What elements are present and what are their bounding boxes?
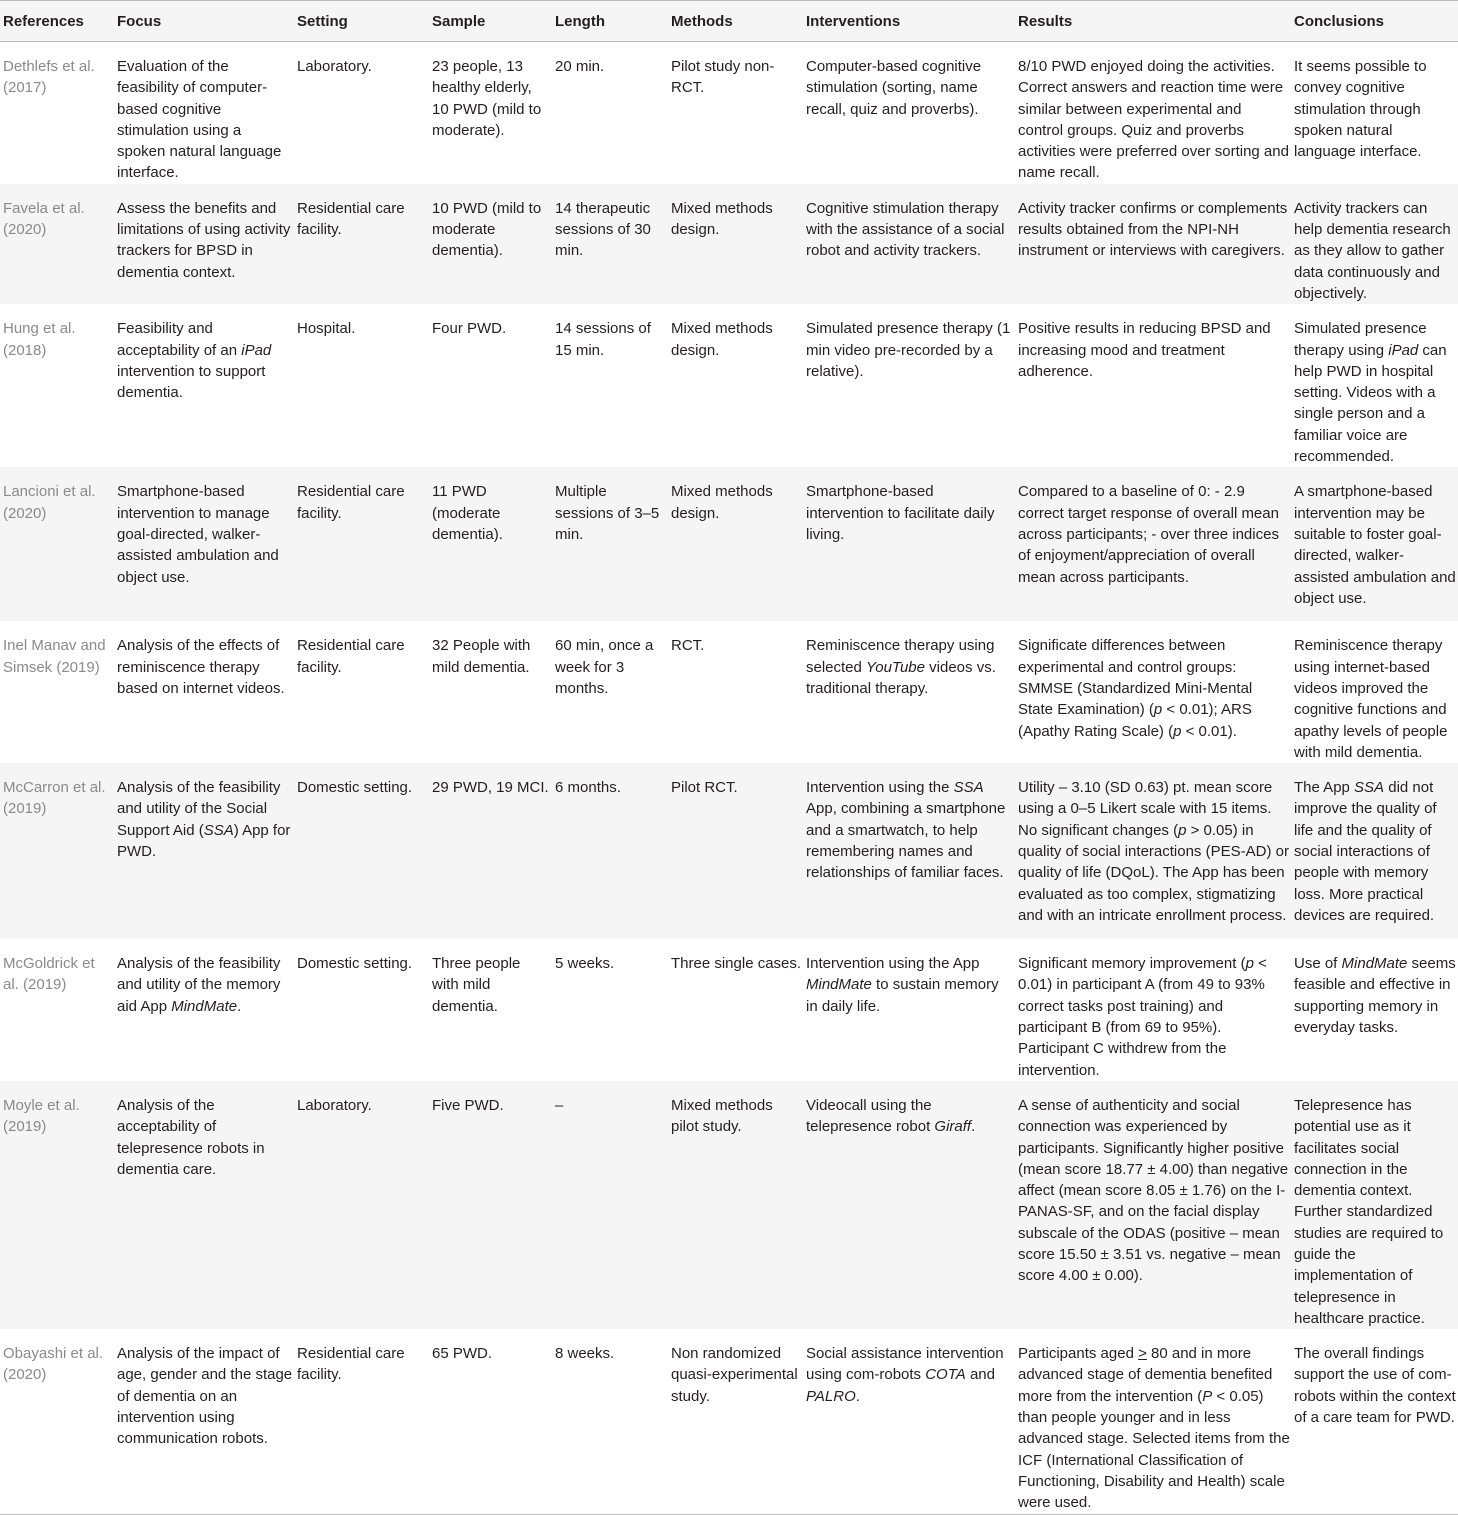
cell-results: 8/10 PWD enjoyed doing the activities. Correct answers and reaction time were similar between experimental and control groups. Quiz and proverbs activities were preferred over sorting and name recall. — [1018, 58, 1289, 182]
cell-setting: Residential care facility. — [295, 1329, 430, 1514]
cell-methods: Three single cases. — [671, 955, 802, 973]
app-name-ssa: SSA — [953, 779, 984, 797]
table-row — [0, 1329, 1458, 1514]
cell-interventions: Intervention using the SSA App, combining a smartphone and a smartwatch, to help remembering names and relationships of familiar faces. — [804, 763, 1016, 939]
robot-name-giraff: Giraff — [934, 1118, 972, 1136]
cell-sample: Four PWD. — [432, 320, 507, 338]
cell-conclusions: It seems possible to convey cognitive stimulation through spoken natural language interface. — [1294, 58, 1427, 161]
cell-sample: 23 people, 13 healthy elderly, 10 PWD (mild to moderate). — [432, 58, 542, 139]
cell-interventions: Simulated presence therapy (1 min video pre-recorded by a relative). — [806, 320, 1011, 380]
table-row — [0, 1081, 1458, 1329]
cell-setting: Residential care facility. — [297, 637, 405, 676]
cell-length: 6 months. — [553, 763, 669, 939]
cell-conclusions: The App SSA did not improve the quality of life and the quality of social interactions of people with memory loss. More practical devices are required. — [1292, 763, 1458, 939]
robot-name-cota: COTA — [925, 1366, 966, 1384]
cell-setting: Residential care facility. — [295, 467, 430, 621]
app-name-mindmate: MindMate — [1341, 955, 1408, 973]
cell-interventions: Smartphone-based intervention to facilitate daily living. — [804, 467, 1016, 621]
app-name-ipad: iPad — [1388, 341, 1419, 359]
app-name-mindmate: MindMate — [806, 976, 872, 994]
cell-reference[interactable]: Moyle et al. (2019) — [0, 1081, 115, 1329]
app-name-youtube: YouTube — [866, 658, 925, 676]
header-focus: Focus — [115, 1, 295, 42]
cell-reference[interactable]: Favela et al. (2020) — [0, 184, 115, 304]
cell-conclusions: Simulated presence therapy using iPad can help PWD in hospital setting. Videos with a single person and a familiar voice are recommended. — [1294, 320, 1447, 466]
cell-methods: Mixed methods design. — [669, 184, 804, 304]
table-row — [0, 184, 1458, 304]
cell-methods: Mixed methods design. — [669, 467, 804, 621]
app-name-mindmate: MindMate — [171, 997, 238, 1015]
table-row — [0, 304, 1458, 467]
cell-interventions: Computer-based cognitive stimulation (sorting, name recall, quiz and proverbs). — [806, 58, 982, 118]
cell-methods: Non randomized quasi-experimental study. — [669, 1329, 804, 1514]
header-methods: Methods — [669, 1, 804, 42]
table-row — [0, 42, 1458, 184]
cell-sample: 10 PWD (mild to moderate dementia). — [430, 184, 553, 304]
cell-methods: Mixed methods pilot study. — [669, 1081, 804, 1329]
cell-interventions: Intervention using the App MindMate to sustain memory in daily life. — [806, 955, 999, 1015]
cell-conclusions: A smartphone-based intervention may be suitable to foster goal-directed, walker-assisted ambulation and object use. — [1292, 467, 1458, 621]
header-results: Results — [1016, 1, 1292, 42]
cell-reference[interactable]: Inel Manav and Simsek (2019) — [3, 637, 106, 676]
cell-length: – — [553, 1081, 669, 1329]
cell-reference[interactable]: Hung et al. (2018) — [3, 320, 76, 359]
cell-methods: RCT. — [671, 637, 705, 655]
cell-focus: Analysis of the feasibility and utility of the memory aid App MindMate. — [117, 955, 281, 1015]
header-sample: Sample — [430, 1, 553, 42]
cell-results: Utility – 3.10 (SD 0.63) pt. mean score using a 0–5 Likert scale with 15 items. No significant changes (p > 0.05) in quality of social interactions (PES-AD) or quality of life (DQoL). The App has been evaluated as too complex, stigmatizing and with an intricate enrollment process. — [1016, 763, 1292, 939]
cell-reference[interactable]: Dethlefs et al. (2017) — [3, 58, 95, 97]
cell-reference[interactable]: McGoldrick et al. (2019) — [3, 955, 95, 994]
robot-name-palro: PALRO — [806, 1387, 856, 1405]
cell-sample: 32 People with mild dementia. — [432, 637, 531, 676]
header-setting: Setting — [295, 1, 430, 42]
cell-focus: Feasibility and acceptability of an iPad intervention to support dementia. — [117, 320, 272, 402]
cell-conclusions: Reminiscence therapy using internet-based videos improved the cognitive functions and apathy levels of people with mild dementia. — [1294, 637, 1448, 761]
cell-reference[interactable]: Obayashi et al. (2020) — [0, 1329, 115, 1514]
app-name-ssa: SSA — [203, 821, 234, 839]
cell-methods: Pilot study non-RCT. — [671, 58, 775, 97]
header-row — [0, 1, 1458, 42]
app-name-ipad: iPad — [241, 341, 272, 359]
cell-focus: Smartphone-based intervention to manage goal-directed, walker-assisted ambulation and object use. — [115, 467, 295, 621]
table-row — [0, 763, 1458, 939]
cell-length: 8 weeks. — [553, 1329, 669, 1514]
cell-reference[interactable]: McCarron et al. (2019) — [0, 763, 115, 939]
cell-sample: 29 PWD, 19 MCI. — [430, 763, 553, 939]
header-length: Length — [553, 1, 669, 42]
cell-length: Multiple sessions of 3–5 min. — [553, 467, 669, 621]
cell-focus: Evaluation of the feasibility of computer-based cognitive stimulation using a spoken natural language interface. — [117, 58, 282, 182]
cell-setting: Hospital. — [297, 320, 356, 338]
cell-sample: 65 PWD. — [430, 1329, 553, 1514]
table-row — [0, 621, 1458, 763]
cell-reference[interactable]: Lancioni et al. (2020) — [0, 467, 115, 621]
cell-results: Compared to a baseline of 0: - 2.9 correct target response of overall mean across participants; - over three indices of enjoyment/appreciation of overall mean across participants. — [1016, 467, 1292, 621]
cell-length: 14 sessions of 15 min. — [555, 320, 651, 359]
cell-length: 60 min, once a week for 3 months. — [555, 637, 654, 697]
cell-interventions: Reminiscence therapy using selected YouTube videos vs. traditional therapy. — [806, 637, 996, 697]
cell-setting: Domestic setting. — [297, 955, 413, 973]
cell-length: 14 therapeutic sessions of 30 min. — [553, 184, 669, 304]
cell-methods: Pilot RCT. — [669, 763, 804, 939]
table-row — [0, 467, 1458, 621]
cell-setting: Laboratory. — [295, 1081, 430, 1329]
cell-results: Participants aged > 80 and in more advanced stage of dementia benefited more from the intervention (P < 0.05) than people younger and in less advanced stage. Selected items from the ICF (International Classification of Functioning, Disability and Health) scale were used. — [1016, 1329, 1292, 1514]
header-references: References — [0, 1, 115, 42]
cell-sample: Five PWD. — [430, 1081, 553, 1329]
cell-conclusions: Telepresence has potential use as it facilitates social connection in the dementia context. Further standardized studies are required to guide the implementation of telepresence in healthcare practice. — [1292, 1081, 1458, 1329]
cell-interventions: Social assistance intervention using com-robots COTA and PALRO. — [804, 1329, 1016, 1514]
cell-results: Significant memory improvement (p < 0.01) in participant A (from 49 to 93% correct tasks post training) and participant B (from 69 to 95%). Participant C withdrew from the intervention. — [1018, 955, 1267, 1079]
table-row — [0, 939, 1458, 1081]
cell-focus: Assess the benefits and limitations of using activity trackers for BPSD in dementia context. — [115, 184, 295, 304]
cell-results: Significate differences between experimental and control groups: SMMSE (Standardized Mini-Mental State Examination) (p < 0.01); ARS (Apathy Rating Scale) (p < 0.01). — [1018, 637, 1253, 740]
cell-conclusions: The overall findings support the use of com-robots within the context of a care team for PWD. — [1292, 1329, 1458, 1514]
app-name-ssa: SSA — [1354, 779, 1385, 797]
header-interventions: Interventions — [804, 1, 1016, 42]
cell-conclusions: Activity trackers can help dementia research as they allow to gather data continuously and objectively. — [1292, 184, 1458, 304]
cell-focus: Analysis of the acceptability of telepresence robots in dementia care. — [115, 1081, 295, 1329]
cell-sample: Three people with mild dementia. — [432, 955, 521, 1015]
cell-setting: Residential care facility. — [295, 184, 430, 304]
cell-length: 20 min. — [555, 58, 605, 75]
cell-results: Activity tracker confirms or complements results obtained from the NPI-NH instrument or interviews with caregivers. — [1016, 184, 1292, 304]
cell-setting: Domestic setting. — [295, 763, 430, 939]
cell-focus: Analysis of the feasibility and utility of the Social Support Aid (SSA) App for PWD. — [115, 763, 295, 939]
cell-conclusions: Use of MindMate seems feasible and effective in supporting memory in everyday tasks. — [1294, 955, 1456, 1037]
cell-focus: Analysis of the effects of reminiscence therapy based on internet videos. — [117, 637, 285, 697]
cell-interventions: Videocall using the telepresence robot Giraff. — [804, 1081, 1016, 1329]
cell-results: Positive results in reducing BPSD and increasing mood and treatment adherence. — [1018, 320, 1271, 380]
header-conclusions: Conclusions — [1292, 1, 1458, 42]
cell-setting: Laboratory. — [297, 58, 372, 75]
cell-sample: 11 PWD (moderate dementia). — [430, 467, 553, 621]
cell-interventions: Cognitive stimulation therapy with the assistance of a social robot and activity trackers. — [804, 184, 1016, 304]
cell-focus: Analysis of the impact of age, gender and the stage of dementia on an intervention using communication robots. — [115, 1329, 295, 1514]
cell-methods: Mixed methods design. — [671, 320, 773, 359]
cell-length: 5 weeks. — [555, 955, 615, 973]
cell-results: A sense of authenticity and social connection was experienced by participants. Significantly higher positive (mean score 18.77 ± 4.00) than negative affect (mean score 8.05 ± 1.76) on the I-PANAS-SF, and on the facial display subscale of the ODAS (positive – mean score 15.50 ± 3.51 vs. negative – mean score 4.00 ± 0.00). — [1016, 1081, 1292, 1329]
